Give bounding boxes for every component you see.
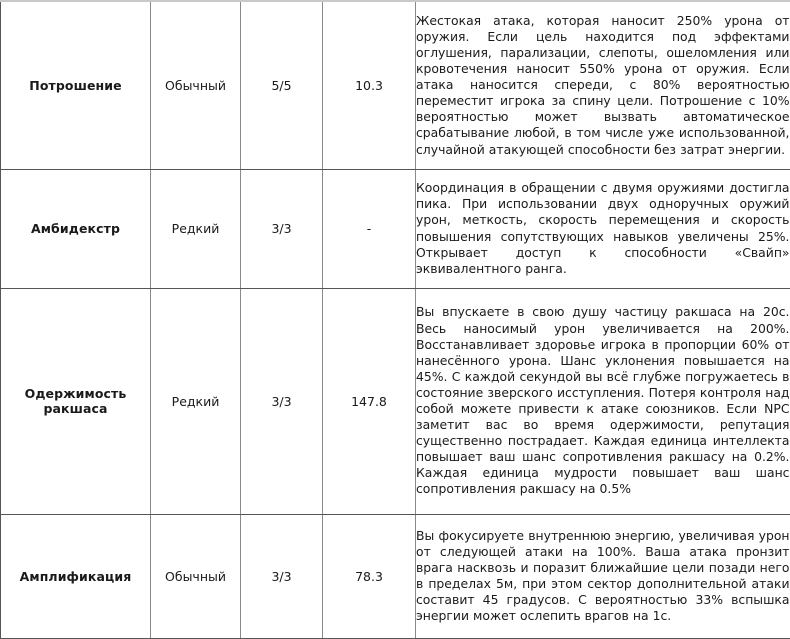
table-row bbox=[1, 169, 790, 288]
ability-description-text: Жестокая атака, которая наносит 250% урона от оружия. Если цель находится под эффектами оглушения, парализации, слепоты, ошеломления или кровотечения наносит 550% урона от оружия. Если атака наносится спереди, с 80% вероятностью переместит игрока за спину цели. Потрошение с 10% вероятностью может вызвать автоматическое срабатывание любой, в том числе уже использованной, случайной атакующей способности без затрат энергии. bbox=[416, 13, 790, 158]
ability-name-cell: Одержимость ракшаса bbox=[1, 288, 151, 514]
ability-cost-cell: 10.3 bbox=[323, 1, 416, 169]
ability-description-cell bbox=[416, 169, 790, 288]
table-row bbox=[1, 514, 790, 638]
ability-rarity-cell: Редкий bbox=[151, 169, 241, 288]
ability-name-cell: Потрошение bbox=[1, 1, 151, 169]
ability-cost-cell: 147.8 bbox=[323, 288, 416, 514]
ability-name-cell: Амплификация bbox=[1, 514, 151, 638]
ability-description-cell bbox=[416, 514, 790, 638]
table-row bbox=[1, 1, 790, 169]
ability-rarity-cell: Редкий bbox=[151, 288, 241, 514]
ability-rarity-cell: Обычный bbox=[151, 514, 241, 638]
ability-rarity-cell: Обычный bbox=[151, 1, 241, 169]
ability-description-cell bbox=[416, 1, 790, 169]
ability-name-cell: Амбидекстр bbox=[1, 169, 151, 288]
ability-description-text: Вы впускаете в свою душу частицу ракшаса на 20с. Весь наносимый урон увеличивается на 200%. Восстанавливает здоровье игрока в пропорции 60% от нанесённого урона. Шанс уклонения повышается на 45%. С каждой секундой вы всё глубже погружаетесь в состояние зверского исступления. Потеря контроля над собой можете привести к атаке союзников. Если NPC заметит вас во время одержимости, репутация существенно пострадает. Каждая единица интеллекта повышает ваш шанс сопротивления ракшасу на 0.2%. Каждая единица мудрости повышает ваш шанс сопротивления ракшасу на 0.5% bbox=[416, 304, 790, 497]
table-row bbox=[1, 288, 790, 514]
ability-cost-cell: - bbox=[323, 169, 416, 288]
ability-rank-cell: 3/3 bbox=[241, 169, 323, 288]
ability-rank-cell: 3/3 bbox=[241, 514, 323, 638]
ability-cost-cell: 78.3 bbox=[323, 514, 416, 638]
ability-description-text: Координация в обращении с двумя оружиями достигла пика. При использовании двух одноручных оружий урон, меткость, скорость перемещения и скорость повышения сопутствующих навыков увеличены 25%. Открывает доступ к способности «Свайп» эквивалентного ранга. bbox=[416, 180, 790, 277]
ability-description-text: Вы фокусируете внутреннюю энергию, увеличивая урон от следующей атаки на 100%. Ваша атака пронзит врага насквозь и поразит ближайшие цели позади него в пределах 5м, при этом сектор дополнительной атаки составит 45 градусов. С вероятностью 33% вспышка энергии может ослепить врагов на 1с. bbox=[416, 528, 790, 625]
ability-table-body bbox=[1, 1, 790, 638]
ability-description-cell bbox=[416, 288, 790, 514]
ability-rank-cell: 5/5 bbox=[241, 1, 323, 169]
ability-rank-cell: 3/3 bbox=[241, 288, 323, 514]
